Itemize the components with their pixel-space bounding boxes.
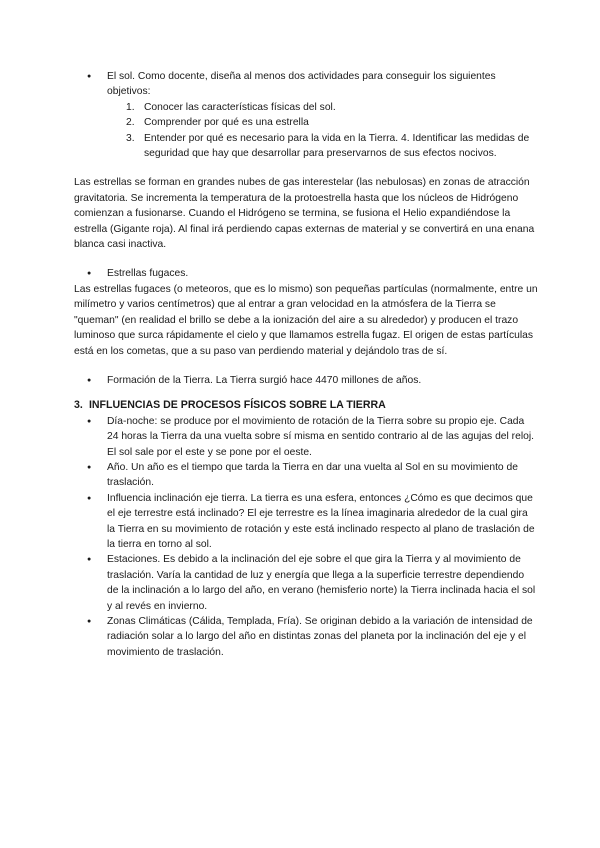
section-item-text: Año. Un año es el tiempo que tarda la Tierra en dar una vuelta al Sol en su movimiento de traslación. (107, 461, 518, 489)
list-item (74, 115, 538, 130)
section-title: INFLUENCIAS DE PROCESOS FÍSICOS SOBRE LA TIERRA (88, 399, 386, 412)
list-item (74, 614, 538, 660)
list-number: 1. (126, 101, 135, 113)
section-item-text: Estaciones. Es debido a la inclinación del eje sobre el que gira la Tierra y al movimiento de traslación. Varía la cantidad de luz y energía que llega a la superficie terrestre dependiendo de la inclinación a lo largo del año, en verano (hemisferio norte) la Tierra inclinada hacia el sol y al revés en invierno. (107, 554, 536, 612)
objective-text: Comprender por qué es una estrella (144, 117, 309, 129)
list-item (74, 69, 538, 100)
list-item (74, 100, 538, 115)
list-item (74, 414, 538, 460)
objectives-list (74, 100, 538, 162)
shooting-list (74, 266, 538, 281)
document-content (74, 69, 538, 660)
earth-bullet-text: Formación de la Tierra. La Tierra surgió hace 4470 millones de años. (107, 374, 422, 386)
section-heading (74, 398, 538, 413)
section-number: 3. (74, 399, 83, 412)
list-number: 2. (126, 117, 135, 129)
section-item-text: Influencia inclinación eje tierra. La tierra es una esfera, entonces ¿Cómo es que decimos que el eje terrestre está inclinado? El eje terrestre es la línea imaginaria alrededor de la cual gira la Tierra en su movimiento de rotación y este está inclinado respecto al plano de traslación de la tierra en torno al sol. (107, 492, 535, 550)
list-item (74, 460, 538, 491)
list-item (74, 552, 538, 614)
intro-bullet-text: El sol. Como docente, diseña al menos dos actividades para conseguir los siguientes objetivos: (107, 71, 496, 98)
section-list (74, 414, 538, 661)
list-item (74, 266, 538, 281)
paragraph-shooting-stars: Las estrellas fugaces (o meteoros, que es lo mismo) son pequeñas partículas (normalmente, entre un milímetro y varios centímetros) que al entrar a gran velocidad en la atmósfera de la Tierra se "queman" (en realidad el brillo se debe a la ionización del aire a su alrededor) y producen el trazo luminoso que surca rápidamente el cielo y que llamamos estrella fugaz. El origen de estas partículas está en los cometas, que a su paso van perdiendo material y dejándolo tras de sí. (74, 283, 538, 357)
intro-list (74, 69, 538, 100)
list-item (74, 131, 538, 162)
shooting-bullet-text: Estrellas fugaces. (107, 268, 189, 280)
list-number: 3. (126, 132, 135, 144)
list-item (74, 373, 538, 388)
section-item-text: Zonas Climáticas (Cálida, Templada, Fría). Se originan debido a la variación de intensidad de radiación solar a lo largo del año en distintas zonas del planeta por la inclinación del eje y el movimiento de traslación. (107, 616, 533, 658)
objective-text: Entender por qué es necesario para la vida en la Tierra. 4. Identificar las medidas de seguridad que hay que desarrollar para preservarnos de sus efectos nocivos. (144, 132, 530, 160)
earth-list (74, 373, 538, 388)
paragraph-stars: Las estrellas se forman en grandes nubes de gas interestelar (las nebulosas) en zonas de atracción gravitatoria. Se incrementa la temperatura de la protoestrella hasta que los núcleos de Hidrógeno comienzan a fusionarse. Cuando el Hidrógeno se termina, se fusiona el Helio expandiéndose la estrella (Gigante roja). Al final irá perdiendo capas externas de material y se convertirá en una enana blanca casi inactiva. (74, 177, 535, 251)
section-item-text: Día-noche: se produce por el movimiento de rotación de la Tierra sobre su propio eje. Cada 24 horas la Tierra da una vuelta sobre sí misma en sentido contrario al de las agujas del reloj. El sol sale por el este y se pone por el oeste. (107, 415, 534, 458)
list-item (74, 491, 538, 553)
objective-text: Conocer las características físicas del sol. (144, 101, 336, 113)
